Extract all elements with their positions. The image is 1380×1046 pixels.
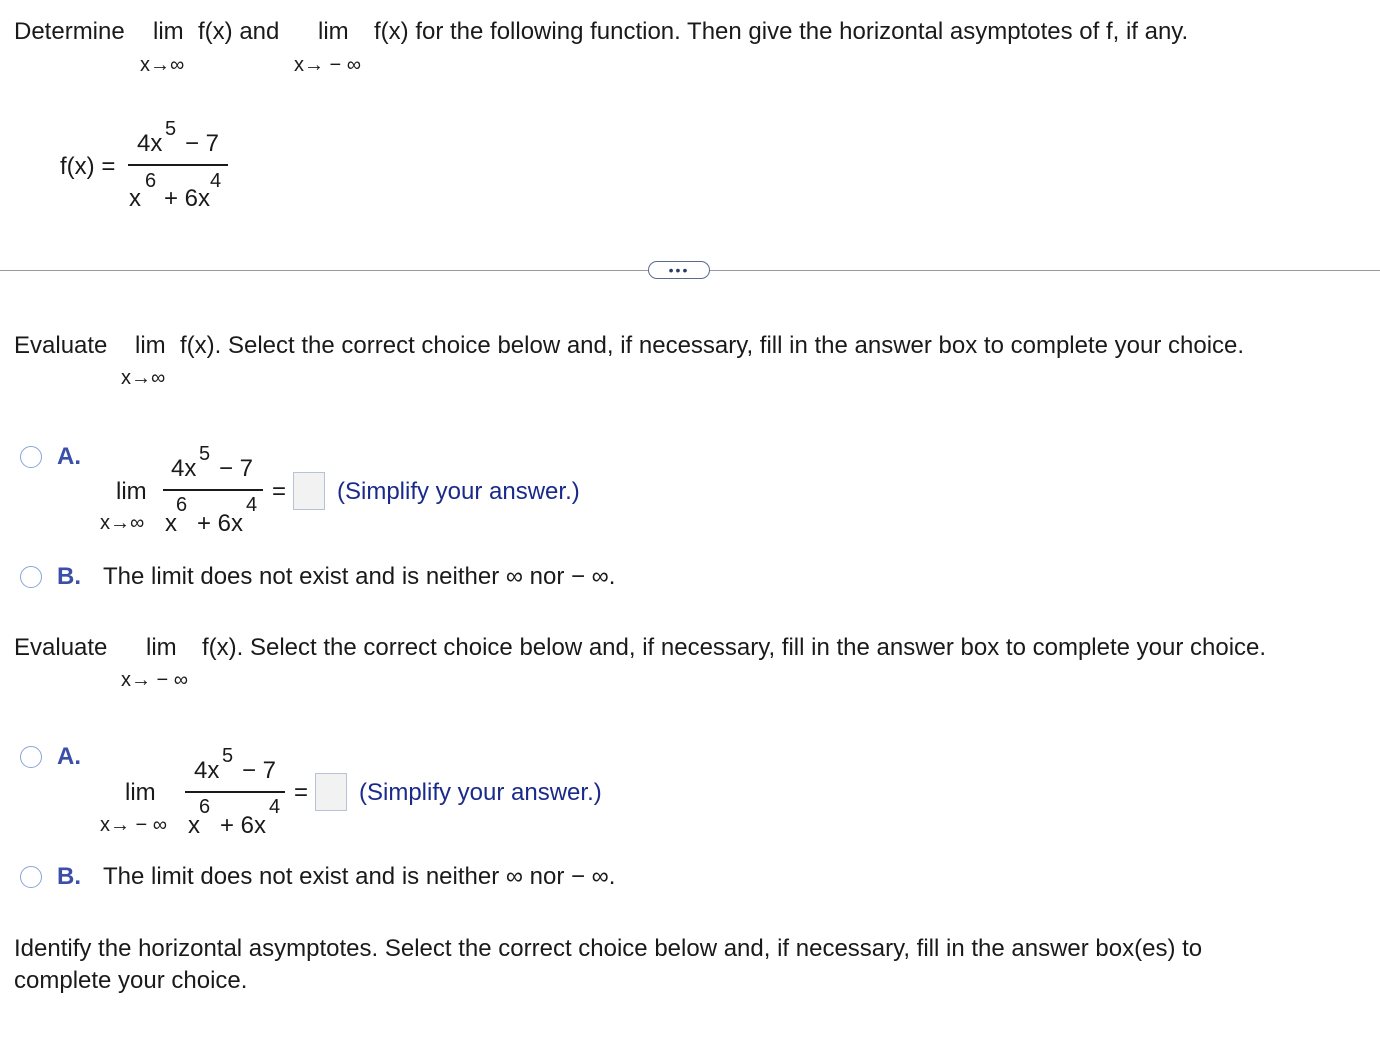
- q2-denominator-exp6: 6: [199, 796, 211, 818]
- q2-answer-input[interactable]: [315, 773, 347, 811]
- q1-choice-b-radio[interactable]: [20, 566, 42, 588]
- q2-numerator-exp: 5: [222, 745, 234, 767]
- q1-choice-b-letter: B.: [57, 563, 81, 590]
- q2-choice-a-sub: x→ − ∞: [100, 814, 168, 836]
- q2-choice-a-letter: A.: [57, 743, 81, 770]
- q1-lim: lim: [135, 332, 166, 359]
- q1-choice-b-text: The limit does not exist and is neither ∞ nor − ∞.: [103, 563, 616, 590]
- q1-equals: =: [272, 478, 287, 505]
- q2-evaluate: Evaluate: [14, 634, 108, 661]
- header-lim-1: lim: [153, 18, 184, 45]
- header-lim-2: lim: [318, 18, 349, 45]
- q1-instructions: f(x). Select the correct choice below and, if necessary, fill in the answer box to complete your choice.: [180, 332, 1245, 359]
- q1-choice-a-letter: A.: [57, 443, 81, 470]
- q3-line-1: Identify the horizontal asymptotes. Select the correct choice below and, if necessary, fill in the answer box(es) to: [14, 935, 1203, 962]
- q1-choice-a-sub: x→∞: [100, 512, 145, 534]
- header-rest: f(x) for the following function. Then give the horizontal asymptotes of f, if any.: [374, 18, 1189, 45]
- function-numerator-rest: − 7: [185, 130, 220, 157]
- q2-denominator-x: x: [188, 812, 200, 839]
- function-fraction-bar: [128, 164, 228, 166]
- function-denominator-x: x: [129, 185, 141, 212]
- q1-numerator-exp: 5: [199, 443, 211, 465]
- q2-equals: =: [294, 779, 309, 806]
- q2-choice-b-letter: B.: [57, 863, 81, 890]
- q1-numerator-rest: − 7: [219, 455, 254, 482]
- q1-fraction-bar: [163, 489, 263, 491]
- more-options-button[interactable]: •••: [648, 261, 710, 279]
- q2-choice-b-text: The limit does not exist and is neither ∞ nor − ∞.: [103, 863, 616, 890]
- q2-choice-a-radio[interactable]: [20, 746, 42, 768]
- q2-denominator-exp4: 4: [269, 796, 281, 818]
- q1-denominator-exp4: 4: [246, 494, 258, 516]
- q3-line-2: complete your choice.: [14, 967, 248, 994]
- q1-denominator-x: x: [165, 510, 177, 537]
- q2-denominator-rest: + 6x: [220, 812, 267, 839]
- q1-denominator-rest: + 6x: [197, 510, 244, 537]
- q1-evaluate: Evaluate: [14, 332, 108, 359]
- q2-numerator-rest: − 7: [242, 757, 277, 784]
- q2-numerator-base: 4x: [194, 757, 220, 784]
- q1-hint: (Simplify your answer.): [337, 478, 580, 505]
- q1-numerator-base: 4x: [171, 455, 197, 482]
- function-numerator-base: 4x: [137, 130, 163, 157]
- q1-choice-a-radio[interactable]: [20, 446, 42, 468]
- header-sub-inf: x→∞: [140, 54, 185, 76]
- function-lhs: f(x) =: [60, 153, 116, 180]
- function-denominator-rest: + 6x: [164, 185, 211, 212]
- q1-choice-a-lim: lim: [116, 478, 147, 505]
- q2-instructions: f(x). Select the correct choice below and, if necessary, fill in the answer box to complete your choice.: [202, 634, 1267, 661]
- q1-sub: x→∞: [121, 367, 166, 389]
- function-numerator-exp: 5: [165, 118, 177, 140]
- q1-denominator-exp6: 6: [176, 494, 188, 516]
- q2-hint: (Simplify your answer.): [359, 779, 602, 806]
- q2-choice-a-lim: lim: [125, 779, 156, 806]
- function-denominator-exp6: 6: [145, 170, 157, 192]
- header-sub-neginf: x→ − ∞: [294, 54, 362, 76]
- q2-sub: x→ − ∞: [121, 669, 189, 691]
- q2-fraction-bar: [185, 791, 285, 793]
- function-denominator-exp4: 4: [210, 170, 222, 192]
- header-determine: Determine: [14, 18, 125, 45]
- header-fx-and: f(x) and: [198, 18, 280, 45]
- q1-answer-input[interactable]: [293, 472, 325, 510]
- q2-lim: lim: [146, 634, 177, 661]
- q2-choice-b-radio[interactable]: [20, 866, 42, 888]
